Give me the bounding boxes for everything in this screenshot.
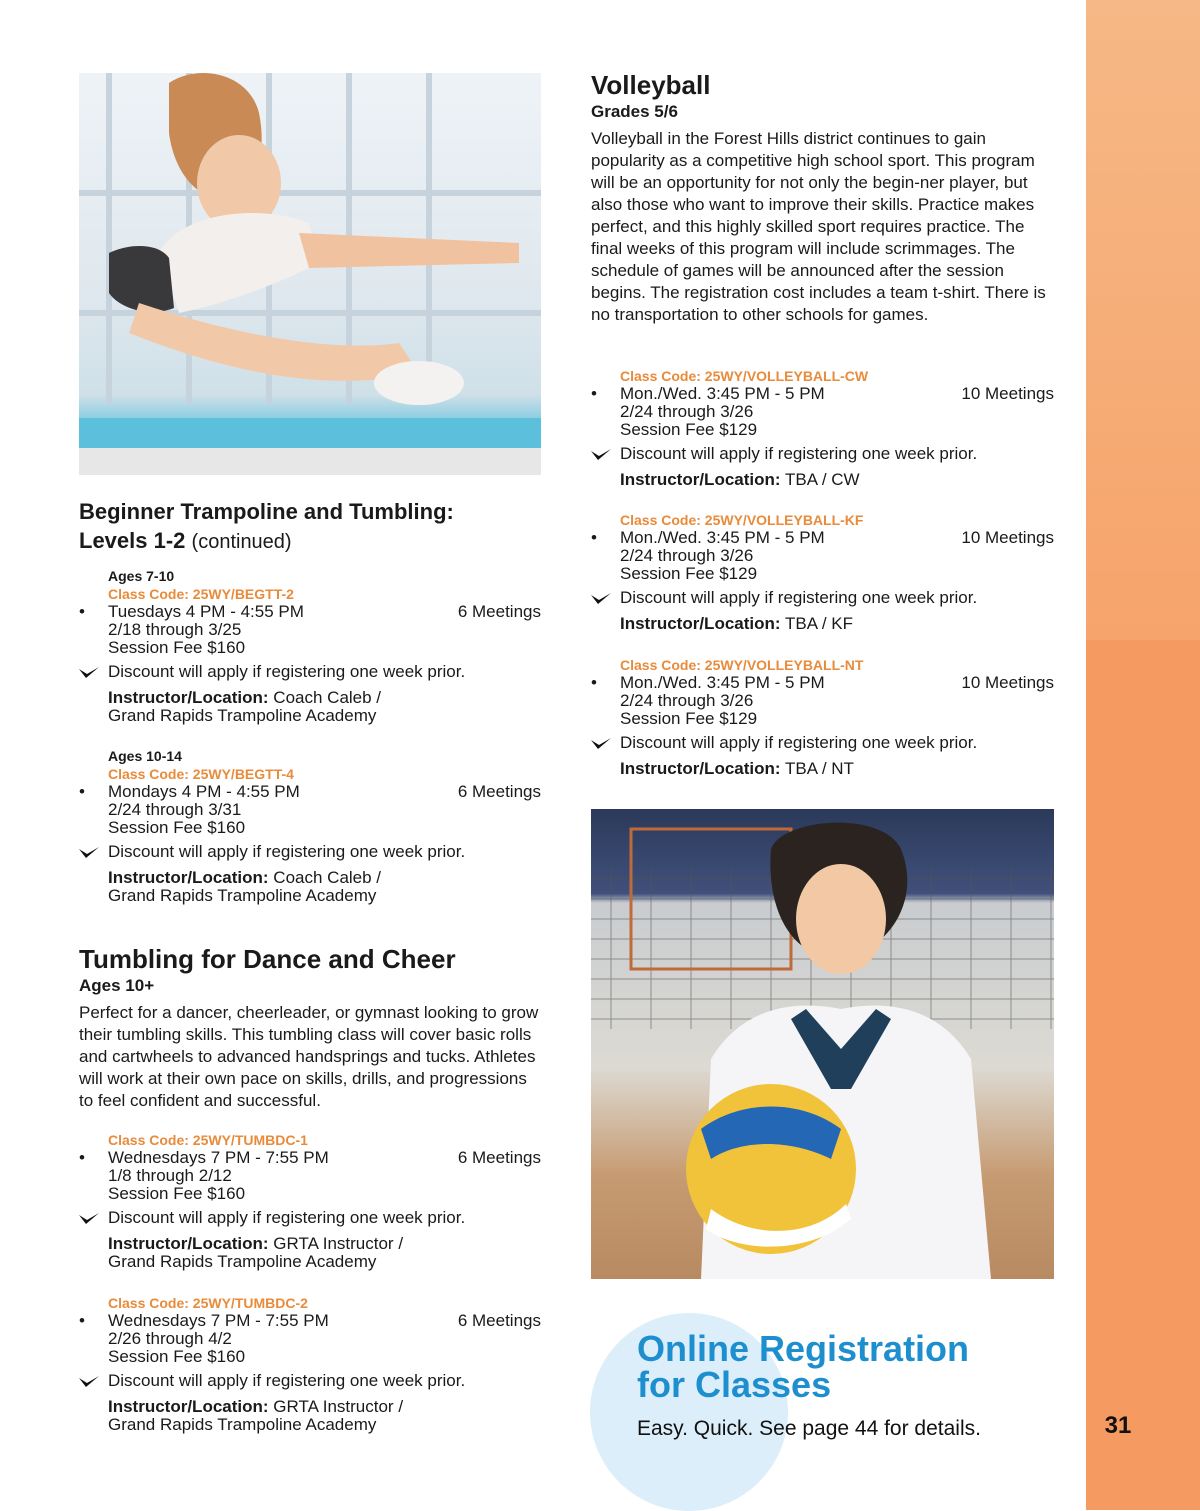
session-fee: Session Fee $129 — [620, 420, 758, 439]
page-number: 31 — [1104, 1412, 1132, 1439]
instructor-value: Coach Caleb / — [273, 688, 382, 707]
registration-subtitle: Easy. Quick. See page 44 for details. — [637, 1417, 981, 1440]
bullet-icon: • — [79, 1148, 85, 1167]
class-session — [79, 567, 541, 725]
bullet-icon: • — [591, 384, 597, 403]
class-session — [79, 1294, 541, 1434]
discount-text: Discount will apply if registering one week prior. — [620, 588, 978, 607]
instructor-label: Instructor/Location: — [620, 759, 781, 778]
instructor-value: TBA / CW — [784, 470, 860, 489]
session-schedule-row — [79, 602, 541, 621]
instructor-label: Instructor/Location: — [620, 614, 781, 633]
tumbling-description: Perfect for a dancer, cheerleader, or gymnast looking to grow their tumbling skills. This tumbling class will cover basic rolls and cartwheels to advanced handsprings and tucks. Athletes will work at their own pace on skills, drills, and progressions to feel confident and successful. — [79, 1003, 539, 1110]
check-icon — [78, 846, 100, 860]
session-meetings: 10 Meetings — [961, 384, 1054, 403]
session-schedule: Wednesdays 7 PM - 7:55 PM — [108, 1148, 329, 1167]
session-meetings: 6 Meetings — [457, 782, 541, 801]
class-code: Class Code: 25WY/VOLLEYBALL-KF — [620, 512, 864, 528]
discount-text: Discount will apply if registering one week prior. — [108, 662, 466, 681]
bullet-icon: • — [79, 782, 85, 801]
continued-label: (continued) — [191, 531, 292, 553]
check-icon — [78, 666, 100, 680]
class-code: Class Code: 25WY/VOLLEYBALL-CW — [620, 368, 869, 384]
session-fee: Session Fee $160 — [108, 818, 246, 837]
discount-text: Discount will apply if registering one week prior. — [108, 1208, 466, 1227]
session-dates: 2/24 through 3/26 — [620, 402, 754, 421]
volleyball-description: Volleyball in the Forest Hills district continues to gain popularity as a competitive high school sport. This program will be an opportunity for not only the begin-ner player, but also those who want to improve their skills. Practice makes perfect, and this highly skilled sport requires practice. The final weeks of this program will include scrimmages. The schedule of games will be announced after the session begins. The registration cost includes a team t-shirt. There is no transportation to other schools for games. — [591, 129, 1046, 324]
discount-note — [108, 843, 541, 861]
instructor-location — [620, 471, 1054, 489]
tumbling-ages: Ages 10+ — [79, 976, 155, 995]
volleyball-title: Volleyball — [591, 70, 711, 100]
session-fee: Session Fee $160 — [108, 1184, 246, 1203]
instructor-value: TBA / KF — [784, 614, 854, 633]
session-schedule: Mon./Wed. 3:45 PM - 5 PM — [620, 384, 825, 403]
class-code: Class Code: 25WY/VOLLEYBALL-NT — [620, 657, 864, 673]
session-dates: 2/24 through 3/26 — [620, 546, 754, 565]
session-fee: Session Fee $160 — [108, 1347, 246, 1366]
session-meetings: 10 Meetings — [961, 673, 1054, 692]
session-dates: 1/8 through 2/12 — [108, 1166, 232, 1185]
tumbling-title: Tumbling for Dance and Cheer — [79, 944, 456, 974]
trampoline-photo — [79, 73, 541, 475]
session-fee: Session Fee $160 — [108, 638, 246, 657]
session-schedule: Wednesdays 7 PM - 7:55 PM — [108, 1311, 329, 1330]
instructor-label: Instructor/Location: — [108, 1397, 269, 1416]
session-schedule: Mon./Wed. 3:45 PM - 5 PM — [620, 673, 825, 692]
class-session — [79, 747, 541, 905]
session-schedule: Mondays 4 PM - 4:55 PM — [108, 782, 300, 801]
session-fee: Session Fee $129 — [620, 709, 758, 728]
check-icon — [590, 737, 612, 751]
registration-title[interactable] — [637, 1328, 970, 1405]
instructor-label: Instructor/Location: — [620, 470, 781, 489]
location-value: Grand Rapids Trampoline Academy — [108, 1252, 377, 1271]
discount-note — [620, 445, 1054, 463]
session-dates: 2/18 through 3/25 — [108, 620, 242, 639]
discount-note — [620, 589, 1054, 607]
bullet-icon: • — [79, 1311, 85, 1330]
class-session — [591, 656, 1054, 778]
session-schedule-row — [79, 782, 541, 801]
location-value: Grand Rapids Trampoline Academy — [108, 886, 377, 905]
instructor-value: Coach Caleb / — [273, 868, 382, 887]
discount-note — [108, 1209, 541, 1227]
discount-text: Discount will apply if registering one week prior. — [620, 733, 978, 752]
discount-note — [620, 734, 1054, 752]
instructor-label: Instructor/Location: — [108, 688, 269, 707]
instructor-location — [108, 869, 541, 905]
instructor-value: TBA / NT — [784, 759, 854, 778]
session-dates: 2/24 through 3/31 — [108, 800, 242, 819]
check-icon — [590, 448, 612, 462]
volleyball-grades: Grades 5/6 — [591, 102, 678, 121]
location-value: Grand Rapids Trampoline Academy — [108, 706, 377, 725]
instructor-value: GRTA Instructor / — [273, 1234, 404, 1253]
session-ages: Ages 10-14 — [108, 748, 182, 764]
instructor-location — [620, 760, 1054, 778]
class-session — [79, 1131, 541, 1271]
session-dates: 2/24 through 3/26 — [620, 691, 754, 710]
instructor-label: Instructor/Location: — [108, 868, 269, 887]
check-icon — [590, 592, 612, 606]
class-code: Class Code: 25WY/TUMBDC-2 — [108, 1295, 308, 1311]
instructor-location — [108, 1398, 541, 1434]
session-schedule-row — [591, 528, 1054, 547]
sidebar-band — [1086, 0, 1200, 1510]
session-schedule-row — [591, 384, 1054, 403]
discount-text: Discount will apply if registering one week prior. — [620, 444, 978, 463]
trampoline-heading-line1: Beginner Trampoline and Tumbling: — [79, 499, 454, 524]
session-meetings: 6 Meetings — [457, 1311, 541, 1330]
bullet-icon: • — [591, 673, 597, 692]
class-session — [591, 367, 1054, 489]
session-fee: Session Fee $129 — [620, 564, 758, 583]
instructor-value: GRTA Instructor / — [273, 1397, 404, 1416]
trampoline-heading-line2: Levels 1-2 — [79, 528, 186, 553]
session-schedule: Mon./Wed. 3:45 PM - 5 PM — [620, 528, 825, 547]
session-meetings: 6 Meetings — [457, 1148, 541, 1167]
location-value: Grand Rapids Trampoline Academy — [108, 1415, 377, 1434]
bullet-icon: • — [79, 602, 85, 621]
class-code: Class Code: 25WY/BEGTT-2 — [108, 586, 294, 602]
bullet-icon: • — [591, 528, 597, 547]
discount-note — [108, 1372, 541, 1390]
session-dates: 2/26 through 4/2 — [108, 1329, 232, 1348]
instructor-location — [108, 1235, 541, 1271]
session-ages: Ages 7-10 — [108, 568, 175, 584]
check-icon — [78, 1375, 100, 1389]
class-code: Class Code: 25WY/TUMBDC-1 — [108, 1132, 308, 1148]
registration-title-line2: for Classes — [637, 1364, 832, 1405]
class-session — [591, 511, 1054, 633]
discount-text: Discount will apply if registering one week prior. — [108, 1371, 466, 1390]
registration-title-line1: Online Registration — [637, 1328, 970, 1369]
session-schedule: Tuesdays 4 PM - 4:55 PM — [108, 602, 304, 621]
session-schedule-row — [79, 1148, 541, 1167]
session-schedule-row — [591, 673, 1054, 692]
instructor-location — [108, 689, 541, 725]
class-code: Class Code: 25WY/BEGTT-4 — [108, 766, 294, 782]
check-icon — [78, 1212, 100, 1226]
session-meetings: 6 Meetings — [457, 602, 541, 621]
discount-text: Discount will apply if registering one week prior. — [108, 842, 466, 861]
discount-note — [108, 663, 541, 681]
trampoline-heading — [79, 497, 454, 557]
instructor-label: Instructor/Location: — [108, 1234, 269, 1253]
volleyball-photo — [591, 809, 1054, 1279]
session-meetings: 10 Meetings — [961, 528, 1054, 547]
session-schedule-row — [79, 1311, 541, 1330]
instructor-location — [620, 615, 1054, 633]
